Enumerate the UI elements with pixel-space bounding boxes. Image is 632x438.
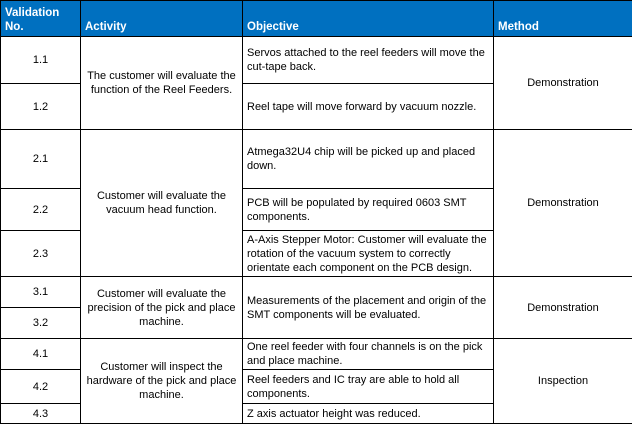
objective-cell: Servos attached to the reel feeders will move the cut-tape back. (243, 37, 494, 84)
validation-number: 2.2 (1, 189, 81, 231)
validation-number: 4.1 (1, 339, 81, 370)
objective-cell: PCB will be populated by required 0603 SMT components. (243, 189, 494, 231)
objective-cell: Reel tape will move forward by vacuum nozzle. (243, 84, 494, 130)
table-row (1, 37, 632, 84)
validation-number: 1.1 (1, 37, 81, 84)
validation-number: 4.2 (1, 370, 81, 404)
table-row (1, 339, 632, 370)
activity-cell: The customer will evaluate the function of the Reel Feeders. (81, 37, 243, 130)
objective-cell: One reel feeder with four channels is on the pick and place machine. (243, 339, 494, 370)
objective-cell: Reel feeders and IC tray are able to hold all components. (243, 370, 494, 404)
objective-cell: Measurements of the placement and origin of the SMT components will be evaluated. (243, 277, 494, 339)
validation-number: 2.1 (1, 130, 81, 189)
validation-number: 4.3 (1, 404, 81, 424)
header-objective: Objective (243, 1, 494, 37)
validation-number: 3.2 (1, 308, 81, 339)
objective-cell: A-Axis Stepper Motor: Customer will evaluate the rotation of the vacuum system to correctly orientate each component on the PCB design. (243, 231, 494, 277)
header-row (1, 1, 632, 37)
table-row (1, 277, 632, 308)
objective-cell: Z axis actuator height was reduced. (243, 404, 494, 424)
activity-cell: Customer will evaluate the precision of the pick and place machine. (81, 277, 243, 339)
method-cell: Demonstration (494, 277, 632, 339)
header-validation-no: Validation No. (1, 1, 81, 37)
validation-number: 2.3 (1, 231, 81, 277)
method-cell: Inspection (494, 339, 632, 424)
method-cell: Demonstration (494, 130, 632, 277)
validation-number: 3.1 (1, 277, 81, 308)
header-activity: Activity (81, 1, 243, 37)
validation-number: 1.2 (1, 84, 81, 130)
method-cell: Demonstration (494, 37, 632, 130)
table-row (1, 130, 632, 189)
objective-cell: Atmega32U4 chip will be picked up and placed down. (243, 130, 494, 189)
activity-cell: Customer will inspect the hardware of the pick and place machine. (81, 339, 243, 424)
activity-cell: Customer will evaluate the vacuum head function. (81, 130, 243, 277)
header-method: Method (494, 1, 632, 37)
